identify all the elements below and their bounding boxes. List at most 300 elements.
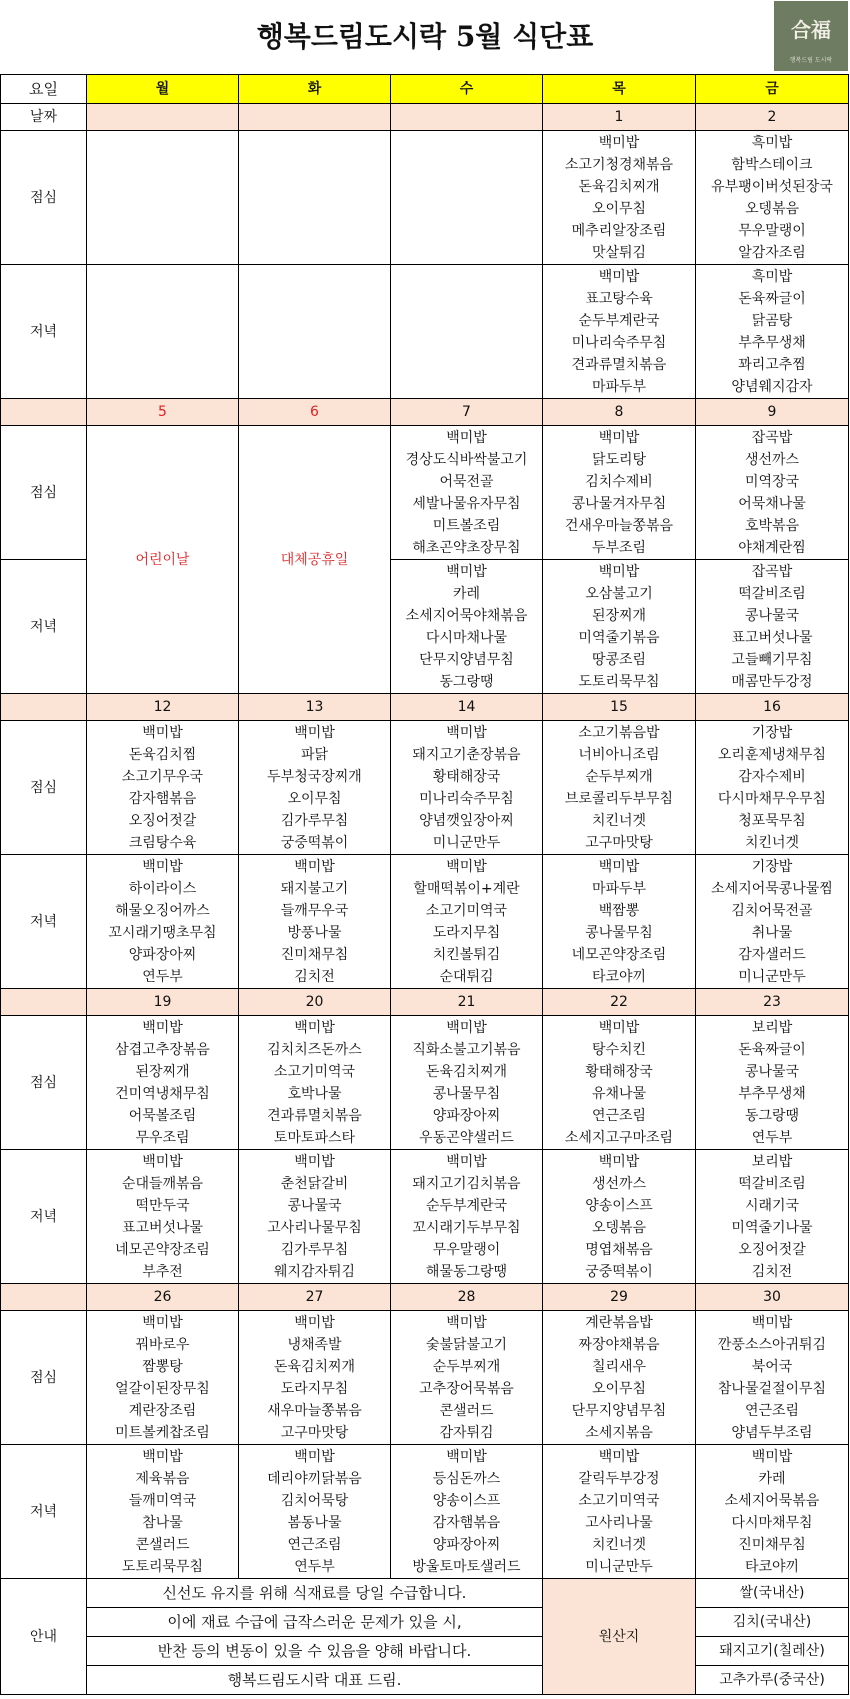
menu-item: 돈육짜글이 — [738, 1041, 806, 1058]
notice-line — [87, 1637, 543, 1666]
menu-item: 미트볼케찹조림 — [115, 1424, 210, 1441]
menu-item: 콩나물무침 — [585, 924, 653, 941]
lunch-label: 점심 — [1, 426, 87, 560]
menu-item: 어묵전골 — [439, 473, 494, 490]
menu-item: 황태해장국 — [432, 768, 501, 785]
date-row — [1, 1284, 849, 1311]
menu-cell — [543, 721, 696, 855]
menu-item: 백미밥 — [446, 1314, 487, 1331]
date-cell: 19 — [87, 989, 239, 1016]
page-title: 행복드림도시락 5월 식단표 — [256, 20, 594, 53]
date-cell: 7 — [391, 399, 543, 426]
date-cell — [391, 104, 543, 131]
menu-item: 고구마맛탕 — [585, 834, 653, 851]
menu-item: 참나물겉절이무침 — [717, 1380, 827, 1397]
menu-item: 호박나물 — [287, 1085, 342, 1102]
menu-item: 브로콜리두부무침 — [564, 790, 674, 807]
menu-item: 파닭 — [300, 746, 329, 763]
date-cell: 8 — [543, 399, 696, 426]
menu-cell — [543, 265, 696, 399]
menu-cell — [87, 1150, 239, 1284]
menu-item: 봄동나물 — [287, 1514, 342, 1531]
menu-item: 짬뽕탕 — [142, 1358, 183, 1375]
menu-item: 백미밥 — [446, 1153, 487, 1170]
menu-item: 소고기미역국 — [425, 902, 508, 919]
menu-item: 궁중떡볶이 — [585, 1263, 653, 1280]
menu-item: 돈육김치찌개 — [425, 1063, 508, 1080]
menu-item: 백미밥 — [142, 1019, 183, 1036]
date-cell — [239, 104, 391, 131]
menu-item: 콩나물국 — [287, 1197, 342, 1214]
menu-item: 백미밥 — [446, 724, 487, 741]
menu-item: 오이무침 — [591, 200, 647, 217]
date-row — [1, 399, 849, 426]
menu-item: 백짬뽕 — [598, 902, 640, 919]
menu-item: 기장밥 — [751, 858, 793, 875]
menu-item: 미니군만두 — [738, 968, 806, 985]
menu-cell — [239, 721, 391, 855]
menu-item: 부추무생채 — [738, 334, 806, 351]
menu-item: 떡갈비조림 — [738, 585, 806, 602]
weekday-mon: 월 — [87, 75, 239, 104]
menu-item: 궁중떡볶이 — [280, 834, 349, 851]
weekday-label: 요일 — [1, 75, 87, 104]
menu-item: 짜장야채볶음 — [578, 1336, 660, 1353]
dinner-label: 저녁 — [1, 1445, 87, 1579]
menu-item: 동그랑땡 — [744, 1107, 800, 1124]
menu-item: 돼지고기춘장볶음 — [412, 746, 521, 763]
notice-text: 신선도 유지를 위해 식재료를 당일 수급합니다. — [162, 1584, 467, 1602]
menu-item: 탕수치킨 — [591, 1041, 647, 1058]
menu-item: 돼지고기김치볶음 — [412, 1175, 521, 1192]
lunch-label: 점심 — [1, 1311, 87, 1445]
menu-item: 해물동그랑땡 — [425, 1263, 508, 1280]
dinner-row — [1, 855, 849, 989]
menu-item: 미역줄기볶음 — [578, 629, 660, 646]
menu-item: 어묵볼조림 — [128, 1107, 197, 1124]
menu-item: 미트볼조림 — [432, 517, 501, 534]
menu-item: 호박볶음 — [744, 517, 800, 534]
menu-cell — [696, 1016, 849, 1150]
menu-item: 유채나물 — [591, 1085, 647, 1102]
menu-item: 백미밥 — [142, 724, 183, 741]
lunch-row — [1, 1311, 849, 1445]
menu-cell — [239, 1150, 391, 1284]
notice-line — [87, 1608, 543, 1637]
menu-item: 백미밥 — [142, 1448, 183, 1465]
menu-item: 치킨너겟 — [744, 834, 800, 851]
date-label — [1, 989, 87, 1016]
dinner-label: 저녁 — [1, 265, 87, 399]
date-cell: 21 — [391, 989, 543, 1016]
menu-item: 숯불닭불고기 — [425, 1336, 508, 1353]
menu-cell — [391, 855, 543, 989]
menu-item: 순두부계란국 — [425, 1197, 508, 1214]
menu-item: 계란볶음밥 — [585, 1314, 653, 1331]
menu-item: 동그랑땡 — [439, 673, 494, 690]
dinner-label: 저녁 — [1, 1150, 87, 1284]
menu-item: 오뎅볶음 — [744, 200, 800, 217]
menu-cell — [87, 131, 239, 265]
date-cell: 26 — [87, 1284, 239, 1311]
menu-item: 양념웨지감자 — [731, 378, 813, 395]
menu-cell — [543, 1445, 696, 1579]
menu-item: 어묵채나물 — [738, 495, 806, 512]
menu-cell — [696, 855, 849, 989]
dinner-label: 저녁 — [1, 560, 87, 694]
menu-item: 진미채무침 — [738, 1536, 806, 1553]
menu-item: 양념두부조림 — [731, 1424, 813, 1441]
menu-item: 들깨미역국 — [128, 1492, 197, 1509]
menu-item: 단무지양념무침 — [419, 651, 514, 668]
logo-subtext: 행복드림 도시락 — [789, 57, 833, 64]
menu-cell — [87, 855, 239, 989]
menu-item: 네모곤약장조림 — [571, 946, 667, 963]
holiday-cell: 대체공휴일 — [239, 426, 391, 694]
menu-item: 돼지불고기 — [280, 880, 349, 897]
menu-item: 연근조림 — [744, 1402, 800, 1419]
menu-item: 콘샐러드 — [135, 1536, 190, 1553]
date-cell: 15 — [543, 694, 696, 721]
date-cell: 2 — [696, 104, 849, 131]
menu-item: 무우말랭이 — [738, 222, 806, 239]
menu-cell — [543, 1150, 696, 1284]
menu-cell — [239, 1445, 391, 1579]
menu-item: 순두부찌개 — [432, 1358, 501, 1375]
menu-cell — [391, 265, 543, 399]
menu-item: 네모곤약장조림 — [115, 1241, 210, 1258]
notice-row — [1, 1579, 849, 1608]
menu-item: 황태해장국 — [585, 1063, 653, 1080]
menu-item: 소고기미역국 — [578, 1492, 660, 1509]
menu-item: 된장찌개 — [591, 607, 647, 624]
menu-item: 도라지무침 — [280, 1380, 349, 1397]
menu-cell — [696, 1445, 849, 1579]
menu-item: 양념깻잎장아찌 — [419, 812, 514, 829]
menu-cell — [543, 1016, 696, 1150]
menu-item: 방풍나물 — [287, 924, 342, 941]
menu-item: 김가루무침 — [280, 812, 349, 829]
date-row — [1, 989, 849, 1016]
date-cell — [87, 104, 239, 131]
menu-item: 칠리새우 — [591, 1358, 647, 1375]
menu-item: 백미밥 — [598, 1153, 640, 1170]
menu-item: 생선까스 — [591, 1175, 647, 1192]
menu-item: 소세지어묵야채볶음 — [405, 607, 528, 624]
menu-item: 오징어젓갈 — [128, 812, 197, 829]
menu-item: 냉채족발 — [287, 1336, 342, 1353]
lunch-row — [1, 1016, 849, 1150]
date-cell: 28 — [391, 1284, 543, 1311]
menu-item: 백미밥 — [446, 429, 487, 446]
menu-cell — [391, 1445, 543, 1579]
menu-item: 소고기무우국 — [121, 768, 204, 785]
menu-item: 백미밥 — [294, 1448, 335, 1465]
menu-cell — [543, 426, 696, 560]
notice-label: 안내 — [1, 1579, 87, 1695]
menu-item: 새우마늘쫑볶음 — [267, 1402, 362, 1419]
menu-table — [0, 74, 849, 1695]
menu-item: 시래기국 — [744, 1197, 800, 1214]
menu-item: 함박스테이크 — [731, 156, 813, 173]
menu-item: 꼬시래기두부무침 — [412, 1219, 521, 1236]
origin-label: 원산지 — [543, 1579, 696, 1695]
menu-item: 오이무침 — [591, 1380, 647, 1397]
menu-item: 계란장조림 — [128, 1402, 197, 1419]
menu-item: 순대들깨볶음 — [121, 1175, 204, 1192]
menu-item: 백미밥 — [294, 724, 335, 741]
menu-item: 백미밥 — [751, 1448, 793, 1465]
menu-cell — [391, 1150, 543, 1284]
menu-item: 타코야끼 — [591, 968, 647, 985]
menu-cell — [239, 1016, 391, 1150]
menu-item: 고사리나물무침 — [267, 1219, 362, 1236]
date-cell: 9 — [696, 399, 849, 426]
menu-item: 갈릭두부강정 — [578, 1470, 660, 1487]
menu-item: 감자샐러드 — [738, 946, 806, 963]
menu-cell — [391, 1016, 543, 1150]
menu-item: 연두부 — [751, 1129, 793, 1146]
menu-item: 백미밥 — [294, 1314, 335, 1331]
menu-item: 된장찌개 — [135, 1063, 190, 1080]
menu-cell — [696, 560, 849, 694]
menu-item: 양송이스프 — [432, 1492, 501, 1509]
menu-item: 명엽채볶음 — [585, 1241, 653, 1258]
menu-item: 미나리숙주무침 — [571, 334, 667, 351]
menu-item: 땅콩조림 — [591, 651, 647, 668]
menu-cell — [87, 1311, 239, 1445]
menu-item: 소고기볶음밥 — [578, 724, 660, 741]
menu-item: 등심돈까스 — [432, 1470, 501, 1487]
menu-item: 세발나물유자무침 — [412, 495, 521, 512]
menu-item: 제육볶음 — [135, 1470, 190, 1487]
weekday-wed: 수 — [391, 75, 543, 104]
date-cell: 13 — [239, 694, 391, 721]
origin-item: 고추가루(중국산) — [696, 1666, 849, 1695]
menu-item: 보리밥 — [751, 1019, 793, 1036]
lunch-label: 점심 — [1, 1016, 87, 1150]
weekday-thu: 목 — [543, 75, 696, 104]
menu-item: 콩나물국 — [744, 1063, 800, 1080]
menu-item: 양파장아찌 — [432, 1536, 501, 1553]
menu-item: 백미밥 — [598, 1019, 640, 1036]
date-cell: 16 — [696, 694, 849, 721]
date-label — [1, 1284, 87, 1311]
menu-cell — [391, 426, 543, 560]
logo — [774, 1, 848, 71]
menu-item: 흑미밥 — [751, 268, 793, 285]
menu-item: 할매떡볶이+계란 — [413, 880, 520, 897]
date-cell: 23 — [696, 989, 849, 1016]
menu-item: 마파두부 — [591, 880, 647, 897]
menu-item: 마파두부 — [591, 378, 647, 395]
date-cell: 12 — [87, 694, 239, 721]
menu-item: 기장밥 — [751, 724, 793, 741]
menu-body — [1, 75, 849, 1695]
notice-text: 반찬 등의 변동이 있을 수 있음을 양해 바랍니다. — [157, 1642, 472, 1660]
logo-mark: 合福 — [791, 18, 831, 42]
date-label: 날짜 — [1, 104, 87, 131]
menu-item: 떡갈비조림 — [738, 1175, 806, 1192]
menu-item: 부추전 — [142, 1263, 183, 1280]
menu-item: 오징어젓갈 — [738, 1241, 806, 1258]
menu-cell — [543, 560, 696, 694]
menu-item: 백미밥 — [446, 1019, 487, 1036]
menu-item: 닭도리탕 — [591, 451, 647, 468]
menu-item: 도라지무침 — [432, 924, 501, 941]
menu-item: 감자튀김 — [439, 1424, 494, 1441]
menu-item: 부추무생채 — [738, 1085, 806, 1102]
menu-item: 메추리알장조림 — [571, 222, 667, 239]
menu-item: 진미채무침 — [280, 946, 349, 963]
menu-item: 미역줄기나물 — [731, 1219, 813, 1236]
date-cell: 22 — [543, 989, 696, 1016]
title-bar — [0, 0, 850, 74]
menu-item: 백미밥 — [598, 1448, 640, 1465]
menu-item: 미역장국 — [744, 473, 800, 490]
menu-item: 단무지양념무침 — [571, 1402, 667, 1419]
menu-item: 소세지볶음 — [585, 1424, 653, 1441]
menu-item: 백미밥 — [294, 1019, 335, 1036]
menu-item: 맛살튀김 — [591, 244, 647, 261]
menu-item: 견과류멸치볶음 — [571, 356, 667, 373]
menu-item: 김치전 — [751, 1263, 793, 1280]
menu-item: 크림탕수육 — [128, 834, 197, 851]
menu-item: 김치치즈돈까스 — [267, 1041, 362, 1058]
notice-row — [1, 1666, 849, 1695]
menu-item: 떡만두국 — [135, 1197, 190, 1214]
weekday-tue: 화 — [239, 75, 391, 104]
menu-item: 백미밥 — [142, 858, 183, 875]
menu-item: 해초곤약초장무침 — [412, 539, 521, 556]
menu-item: 직화소불고기볶음 — [412, 1041, 521, 1058]
menu-item: 표고탕수육 — [585, 290, 653, 307]
menu-item: 순대튀김 — [439, 968, 494, 985]
menu-item: 건새우마늘쫑볶음 — [564, 517, 674, 534]
date-cell: 14 — [391, 694, 543, 721]
holiday-cell: 어린이날 — [87, 426, 239, 694]
origin-item: 돼지고기(칠레산) — [696, 1637, 849, 1666]
menu-item: 알감자조림 — [738, 244, 806, 261]
date-cell: 6 — [239, 399, 391, 426]
menu-cell — [696, 721, 849, 855]
notice-text: 행복드림도시락 대표 드림. — [227, 1671, 402, 1689]
menu-cell — [87, 265, 239, 399]
menu-item: 너비아니조림 — [578, 746, 660, 763]
origin-item: 쌀(국내산) — [696, 1579, 849, 1608]
dinner-row — [1, 1150, 849, 1284]
menu-item: 감자햄볶음 — [432, 1514, 501, 1531]
menu-item: 북어국 — [751, 1358, 793, 1375]
menu-item: 돈육김치찜 — [128, 746, 197, 763]
menu-item: 백미밥 — [751, 1314, 793, 1331]
menu-item: 소세지어묵볶음 — [724, 1492, 820, 1509]
lunch-label: 점심 — [1, 721, 87, 855]
menu-item: 김가루무침 — [280, 1241, 349, 1258]
menu-item: 두부조림 — [591, 539, 647, 556]
menu-item: 웨지감자튀김 — [273, 1263, 356, 1280]
menu-item: 견과류멸치볶음 — [267, 1107, 362, 1124]
menu-item: 콩나물무침 — [432, 1085, 501, 1102]
date-cell: 29 — [543, 1284, 696, 1311]
menu-item: 미니군만두 — [585, 1558, 653, 1575]
menu-item: 김치어묵탕 — [280, 1492, 349, 1509]
menu-cell — [239, 131, 391, 265]
menu-cell — [696, 1311, 849, 1445]
menu-item: 백미밥 — [446, 858, 487, 875]
menu-item: 데리야끼닭볶음 — [267, 1470, 362, 1487]
menu-item: 고들빼기무침 — [731, 651, 813, 668]
menu-cell — [696, 265, 849, 399]
menu-item: 오리훈제냉채무침 — [717, 746, 827, 763]
date-cell: 1 — [543, 104, 696, 131]
dinner-label: 저녁 — [1, 855, 87, 989]
menu-item: 소고기미역국 — [273, 1063, 356, 1080]
menu-item: 꼬시래기땡초무침 — [108, 924, 217, 941]
menu-item: 연근조림 — [591, 1107, 647, 1124]
menu-item: 양파장아찌 — [432, 1107, 501, 1124]
menu-cell — [543, 131, 696, 265]
menu-item: 표고버섯나물 — [121, 1219, 204, 1236]
menu-item: 백미밥 — [598, 858, 640, 875]
menu-cell — [239, 855, 391, 989]
menu-item: 해물오징어까스 — [115, 902, 210, 919]
menu-item: 참나물 — [142, 1514, 183, 1531]
date-cell: 27 — [239, 1284, 391, 1311]
menu-item: 다시마채나물 — [425, 629, 508, 646]
menu-item: 하이라이스 — [128, 880, 197, 897]
menu-item: 도토리묵무침 — [578, 673, 660, 690]
date-row — [1, 694, 849, 721]
menu-item: 방울토마토샐러드 — [412, 1558, 521, 1575]
menu-item: 경상도식바싹불고기 — [405, 451, 528, 468]
menu-item: 깐풍소스아귀튀김 — [717, 1336, 827, 1353]
menu-item: 순두부계란국 — [578, 312, 660, 329]
menu-item: 우동곤약샐러드 — [419, 1129, 514, 1146]
menu-item: 카레 — [452, 585, 481, 602]
menu-item: 치킨너겟 — [591, 1536, 647, 1553]
menu-item: 흑미밥 — [751, 134, 793, 151]
menu-item: 백미밥 — [446, 563, 487, 580]
menu-item: 연근조림 — [287, 1536, 342, 1553]
menu-cell — [391, 560, 543, 694]
lunch-row — [1, 426, 849, 560]
weekday-fri: 금 — [696, 75, 849, 104]
menu-item: 다시마채무우무침 — [717, 790, 827, 807]
menu-item: 백미밥 — [598, 563, 640, 580]
menu-cell — [87, 1445, 239, 1579]
menu-item: 양송이스프 — [585, 1197, 653, 1214]
menu-item: 야채계란찜 — [738, 539, 806, 556]
menu-item: 감자햄볶음 — [128, 790, 197, 807]
menu-item: 치킨볼튀김 — [432, 946, 501, 963]
menu-item: 꽈리고추찜 — [738, 356, 806, 373]
menu-cell — [543, 1311, 696, 1445]
menu-item: 백미밥 — [598, 268, 640, 285]
menu-cell — [391, 131, 543, 265]
date-cell: 20 — [239, 989, 391, 1016]
menu-item: 감자수제비 — [738, 768, 806, 785]
menu-item: 꿔바로우 — [135, 1336, 190, 1353]
menu-item: 백미밥 — [446, 1448, 487, 1465]
menu-cell — [696, 426, 849, 560]
menu-item: 보리밥 — [751, 1153, 793, 1170]
lunch-row — [1, 721, 849, 855]
menu-item: 생선까스 — [744, 451, 800, 468]
dinner-row — [1, 1445, 849, 1579]
notice-line — [87, 1666, 543, 1695]
menu-item: 춘천닭갈비 — [280, 1175, 349, 1192]
